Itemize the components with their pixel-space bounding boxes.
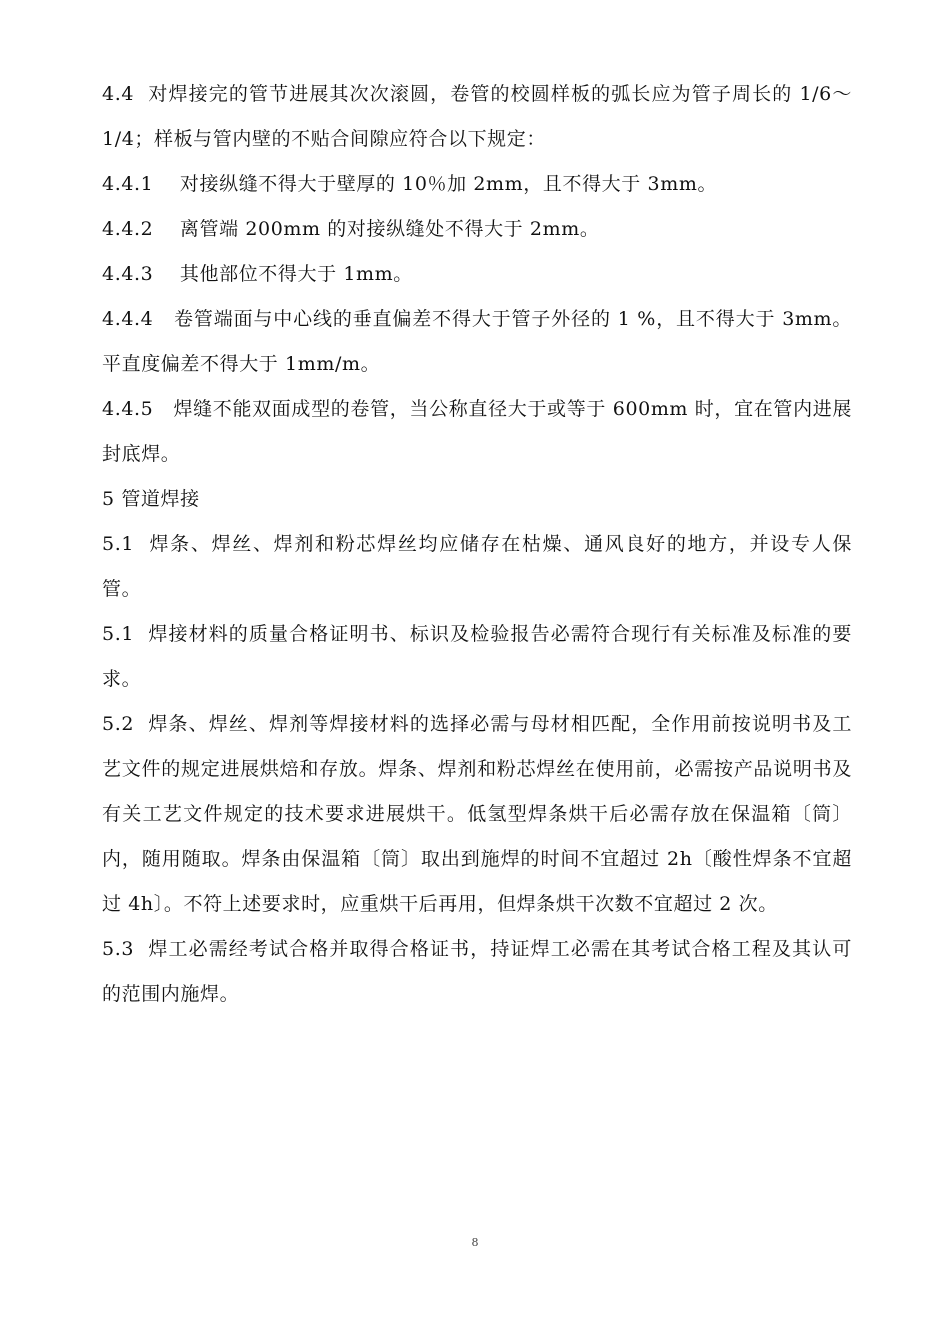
paragraph-4-4-3: 4.4.3 其他部位不得大于 1mm。 [102, 263, 413, 285]
paragraph-4-4-5: 4.4.5 焊缝不能双面成型的卷管，当公称直径大于或等于 600mm 时，宜在管内进展封底焊。 [102, 398, 852, 465]
page-number: 8 [471, 1236, 479, 1249]
paragraph-4-4: 4.4 对焊接完的管节进展其次次滚圆，卷管的校圆样板的弧长应为管子周长的 1/6～1/4；样板与管内壁的不贴合间隙应符合以下规定： [102, 83, 852, 150]
section-heading-5: 5 管道焊接 [102, 488, 200, 510]
paragraph-4-4-1: 4.4.1 对接纵缝不得大于壁厚的 10％加 2mm，且不得大于 3mm。 [102, 173, 718, 195]
paragraph-5-3: 5.3 焊工必需经考试合格并取得合格证书，持证焊工必需在其考试合格工程及其认可的范围内施焊。 [102, 938, 852, 1005]
document-body [102, 72, 852, 1017]
paragraph-4-4-4: 4.4.4 卷管端面与中心线的垂直偏差不得大于管子外径的 1 %，且不得大于 3mm。平直度偏差不得大于 1mm/m。 [102, 308, 852, 375]
paragraph-5-2: 5.2 焊条、焊丝、焊剂等焊接材料的选择必需与母材相匹配，全作用前按说明书及工艺文件的规定进展烘焙和存放。焊条、焊剂和粉芯焊丝在使用前，必需按产品说明书及有关工艺文件规定的技术要求进展烘干。低氢型焊条烘干后必需存放在保温箱〔筒〕内，随用随取。焊条由保温箱〔筒〕取出到施焊的时间不宜超过 2h〔酸性焊条不宜超过 4h〕。不符上述要求时，应重烘干后再用，但焊条烘干次数不宜超过 2 次。 [102, 713, 852, 915]
paragraph-5-1-storage: 5.1 焊条、焊丝、焊剂和粉芯焊丝均应储存在枯燥、通风良好的地方，并设专人保管。 [102, 533, 852, 600]
paragraph-4-4-2: 4.4.2 离管端 200mm 的对接纵缝处不得大于 2mm。 [102, 218, 600, 240]
paragraph-5-1-certificates: 5.1 焊接材料的质量合格证明书、标识及检验报告必需符合现行有关标准及标准的要求。 [102, 623, 852, 690]
